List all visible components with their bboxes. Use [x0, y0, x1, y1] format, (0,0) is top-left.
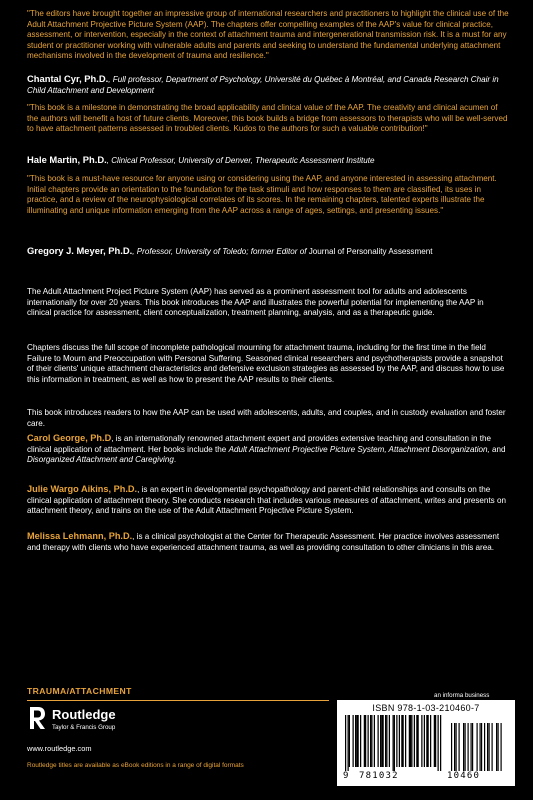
- barcode-bar: [365, 715, 366, 767]
- review-attribution-1: [27, 74, 510, 96]
- barcode-addon-bar: [451, 723, 452, 771]
- barcode-bar: [364, 715, 365, 767]
- informa-note: an informa business: [434, 692, 490, 699]
- barcode-bar: [426, 715, 427, 767]
- author-bio-2: Julie Wargo Aikins, Ph.D., is an expert in developmental psychopathology and parent-child relationships and consults on the clinical application of attachment theory. She conducts research that includes various measures of attachment, writes and presents on attachment theory, and trains on the use of the Adult Attachment Projective Picture System.: [27, 484, 506, 516]
- barcode-bar: [410, 715, 411, 767]
- barcode-bar: [434, 715, 435, 767]
- barcode-bar: [440, 715, 441, 771]
- barcode-bar: [383, 715, 384, 767]
- barcode-bar: [435, 715, 436, 767]
- barcode-addon-bar: [471, 723, 472, 771]
- barcode-bar: [358, 715, 359, 767]
- publisher-group: Taylor & Francis Group: [52, 724, 116, 731]
- barcode-bar: [430, 715, 431, 767]
- ebook-note: Routledge titles are available as eBook editions in a range of digital formats: [27, 762, 244, 769]
- barcode-addon-bar: [454, 723, 455, 771]
- reviewer-name-1: Chantal Cyr, Ph.D.: [27, 73, 109, 84]
- author-bio-1: Carol George, Ph.D, is an internationally renowned attachment expert and provides extensive teaching and consultation in the clinical application of attachment. Her books include the Adult Attachment Projective Picture System, Attachment Disorganization, and Disorganized Attachment and Caregiving.: [27, 433, 506, 465]
- reviewer-title-3a: , Professor, University of Toledo; former Editor of: [132, 247, 309, 256]
- barcode-bar: [386, 715, 387, 767]
- isbn-text: ISBN 978-1-03-210460-7: [372, 703, 480, 713]
- barcode-addon-bar: [487, 723, 488, 771]
- author-name-1: Carol George, Ph.D: [27, 433, 112, 443]
- barcode-bar: [438, 715, 439, 771]
- barcode-bar: [396, 715, 397, 767]
- barcode-addon-digits: 10460: [447, 771, 481, 781]
- barcode-addon-bar: [477, 723, 478, 771]
- barcode-bar: [353, 715, 354, 767]
- review-attribution-3: [27, 246, 510, 258]
- barcode-bar: [389, 715, 390, 767]
- barcode-addon-bar: [468, 723, 469, 771]
- barcode-panel: [337, 700, 515, 786]
- reviewer-title-3b: Journal of Personality Assessment: [308, 247, 433, 256]
- barcode-bar: [368, 715, 369, 767]
- review-quote-3: "This book is a must-have resource for anyone using or considering using the AAP, and anyone interested in assessing attachment. Initial chapters provide an orientation to the foundation for the task stimuli and how responses to them are classified, its uses in practice, and a review of the neurophysiological correlates of its scores. In the remaining chapters, talented experts illustrate the illuminating and unique information emerging from the AAP across a range of ages, settings, and presenting issues.": [27, 174, 497, 215]
- barcode-bar: [345, 715, 346, 771]
- barcode-bar: [393, 715, 394, 771]
- routledge-logo-icon: [27, 705, 47, 731]
- barcode-bar: [394, 715, 395, 771]
- reviewer-title-2: , Clinical Professor, University of Denver, Therapeutic Assessment Institute: [106, 156, 375, 165]
- barcode-addon-bar: [465, 723, 466, 771]
- barcode-first-digit: 9: [343, 771, 349, 781]
- barcode-bar: [370, 715, 371, 767]
- publisher-url[interactable]: www.routledge.com: [27, 744, 92, 753]
- reviewer-name-2: Hale Martin, Ph.D.: [27, 154, 107, 165]
- barcode-bar: [355, 715, 356, 767]
- barcode-addon-bar: [463, 723, 464, 771]
- barcode-addon-bar: [456, 723, 457, 771]
- description-paragraph-2: Chapters discuss the full scope of incomplete pathological mourning for attachment trauma, including for the first time in the field Failure to Mourn and Preoccupation with Personal Suffering. Seasoned clinical researchers and psychotherapists provide a snapshot of their clients' unique attachment characteristics and defensive exclusion strategies as assessed by the AAP, and discuss how to use this information in treatment, as well as how to present the AAP results to their clients.: [27, 343, 505, 384]
- barcode-bar: [405, 715, 406, 767]
- barcode-addon-bar: [492, 723, 493, 771]
- barcode-bar: [414, 715, 415, 767]
- barcode-addon-bar: [472, 723, 473, 771]
- barcode-bar: [378, 715, 379, 767]
- barcode-bar: [411, 715, 412, 767]
- reviewer-title-1: , Full professor, Department of Psychology, Université du Québec à Montréal, and Canada Research Chair in Child Attachment and Development: [27, 75, 499, 95]
- barcode-bar: [401, 715, 402, 767]
- barcode-addon-bar: [498, 723, 499, 771]
- review-attribution-2: [27, 155, 510, 167]
- publisher-name: Routledge: [52, 707, 116, 722]
- author-name-2: Julie Wargo Aikins, Ph.D.: [27, 484, 138, 494]
- barcode-bar: [381, 715, 382, 767]
- barcode-addon-bar: [489, 723, 490, 771]
- barcode-bar: [421, 715, 422, 767]
- barcode-bar: [409, 715, 410, 767]
- barcode-addon-bar: [496, 723, 497, 771]
- barcode-bar: [349, 715, 350, 767]
- isbn-barcode-icon: [343, 715, 509, 773]
- barcode-addon-bar: [480, 723, 481, 771]
- description-paragraph-1: The Adult Attachment Project Picture System (AAP) has served as a prominent assessment tool for adults and adolescents internationally for over 20 years. This book introduces the AAP and illustrates the powerful potential for implementing the AAP in clinical practice for assessment, client conceptualization, treatment planning, analysis, and as a therapeutic guide.: [27, 287, 484, 318]
- barcode-bar: [418, 715, 419, 767]
- barcode-addon-bar: [459, 723, 460, 771]
- barcode-bar: [428, 715, 429, 767]
- barcode-bar: [385, 715, 386, 767]
- author-name-3: Melissa Lehmann, Ph.D.: [27, 531, 133, 541]
- barcode-main-digits: 781032: [359, 771, 399, 781]
- barcode-bar: [403, 715, 404, 767]
- barcode-addon-bar: [484, 723, 485, 771]
- barcode-bar: [424, 715, 425, 767]
- reviewer-name-3: Gregory J. Meyer, Ph.D.: [27, 245, 133, 256]
- barcode-bar: [371, 715, 372, 767]
- barcode-bar: [348, 715, 349, 771]
- barcode-bar: [416, 715, 417, 767]
- barcode-bar: [360, 715, 361, 767]
- barcode-addon-bar: [501, 723, 502, 771]
- barcode-bar: [356, 715, 357, 767]
- description-paragraph-3: This book introduces readers to how the AAP can be used with adolescents, adults, and couples, and in custody evaluation and foster care.: [27, 408, 506, 428]
- barcode-bar: [374, 715, 375, 767]
- series-label: TRAUMA/ATTACHMENT: [27, 686, 132, 696]
- barcode-bar: [380, 715, 381, 767]
- author-bio-3: Melissa Lehmann, Ph.D., is a clinical psychologist at the Center for Therapeutic Assessment. Her practice involves assessment and therapy with clients who have experienced attachment trauma, as well as providing consultation to other clinicians in this area.: [27, 531, 500, 552]
- review-quote-1: "The editors have brought together an impressive group of international researchers and practitioners to highlight the clinical use of the Adult Attachment Projective Picture System (AAP). The chapters offer compelling examples of the AAP's value for clinical practice, assessment, or intervention, especially in the context of attachment trauma and intergenerational transmission risk. It is a must for any student or practitioner working with vulnerable adults and parents and seeking to understand the fundamental underlying attachment mechanisms involved in the development of trauma and resilience.": [27, 9, 509, 61]
- divider-rule: [27, 700, 329, 701]
- barcode-bar: [399, 715, 400, 767]
- barcode-addon-bar: [481, 723, 482, 771]
- review-quote-2: "This book is a milestone in demonstrating the broad applicability and clinical value of the AAP. The creativity and clinical acumen of the authors will benefit a host of future clients. Moreover, this book builds a bridge from assessors to therapists who will be well-served to have attachment patterns assessed in troubled clients. Kudos to the authors for such a valuable contribution!": [27, 103, 508, 134]
